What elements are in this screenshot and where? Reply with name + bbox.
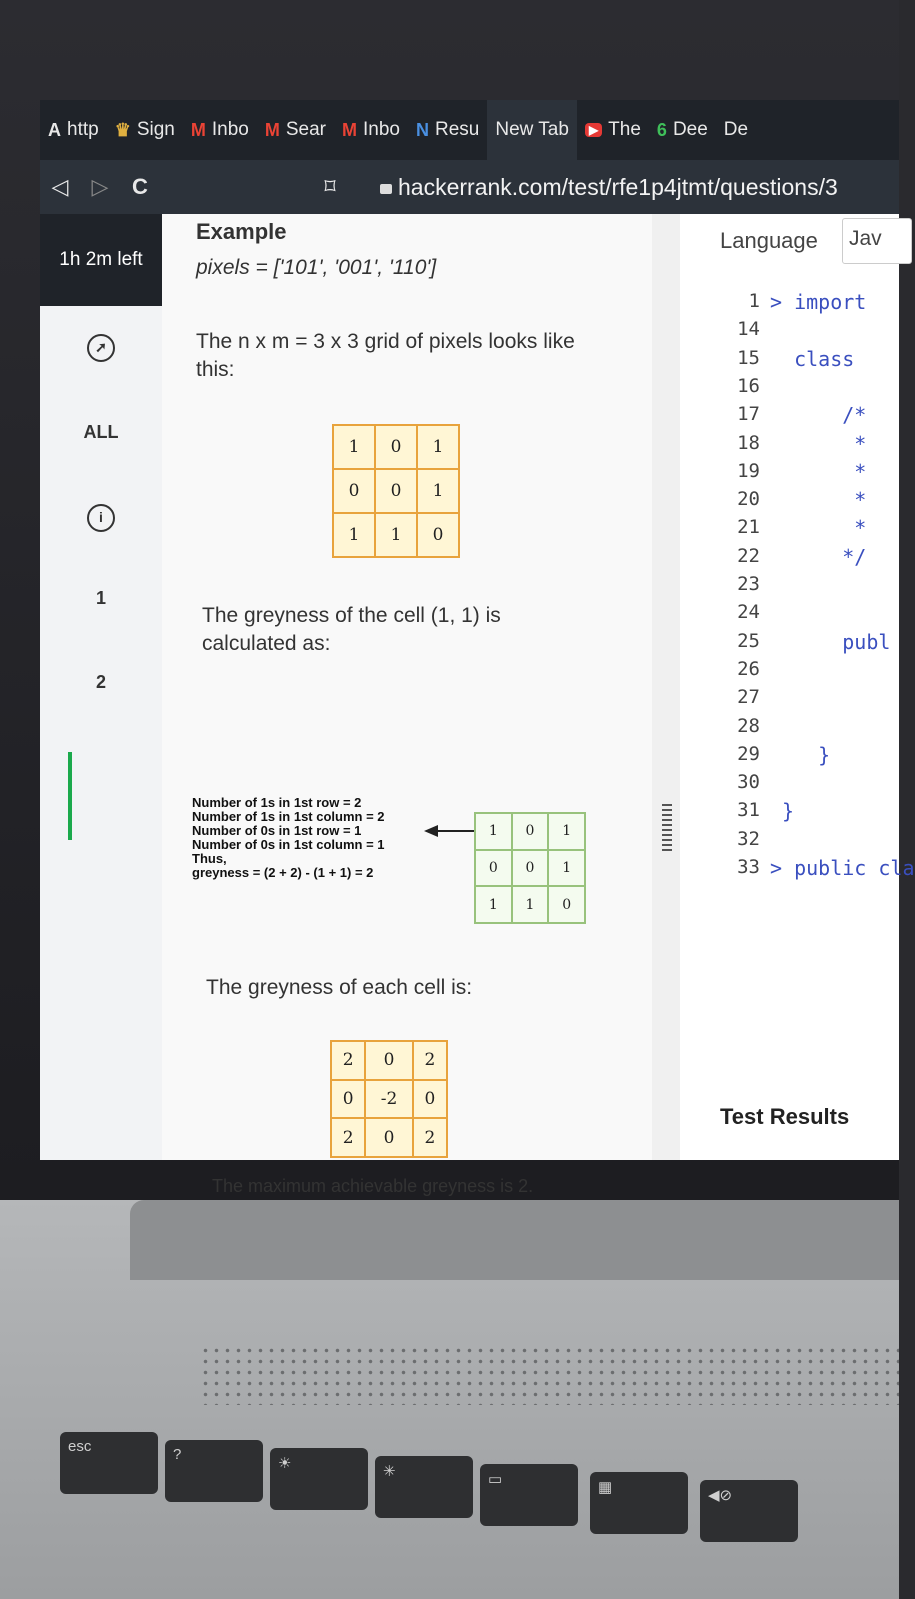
forward-icon[interactable]: ▷	[91, 174, 109, 199]
gmail-icon: M	[190, 119, 206, 140]
each-cell-text: The greyness of each cell is:	[206, 976, 473, 999]
line-number: 25	[737, 629, 760, 652]
line-number: 29	[737, 742, 760, 765]
grid-intro-line-2: this:	[196, 358, 235, 381]
grid-cell: 0	[512, 813, 549, 850]
grid-cell: 0	[375, 425, 417, 469]
calculation-line: Number of 1s in 1st row = 2	[192, 795, 362, 810]
question-sidebar	[40, 214, 162, 1160]
line-number: 1	[748, 290, 760, 312]
grid-cell: 0	[375, 469, 417, 513]
calculation-line: greyness = (2 + 2) - (1 + 1) = 2	[192, 865, 374, 880]
grid-cell: 0	[512, 850, 549, 887]
f2-key: ☀	[270, 1448, 368, 1510]
grid-cell: 0	[548, 886, 585, 923]
active-question-marker	[68, 752, 72, 840]
gmail-icon: M	[264, 119, 280, 140]
grid-cell: 0	[413, 1080, 447, 1119]
flag-icon[interactable]: ➚	[40, 334, 162, 362]
browser-tab[interactable]	[107, 100, 183, 160]
greyness-intro-line-1: The greyness of the cell (1, 1) is	[202, 604, 501, 627]
f4-key: ▭	[480, 1464, 578, 1526]
gmail-icon: M	[342, 119, 357, 140]
laptop-hinge	[130, 1200, 899, 1280]
browser-tab[interactable]	[408, 100, 487, 160]
grid-cell: 1	[475, 886, 512, 923]
browser-tab-active[interactable]	[487, 100, 577, 160]
grid-row	[331, 1080, 447, 1119]
code-editor[interactable]	[680, 214, 915, 1160]
screen	[40, 100, 915, 1196]
tab-label: Dee	[672, 119, 708, 140]
tab-label: Sign	[136, 119, 175, 140]
code-line[interactable]: > import	[770, 290, 867, 314]
grid-row	[475, 850, 585, 887]
greyness-intro-line-2: calculated as:	[202, 632, 331, 655]
grid-row	[333, 425, 459, 469]
drag-handle-icon[interactable]	[662, 804, 672, 852]
line-number: 33	[737, 856, 760, 878]
line-number: 32	[737, 827, 760, 850]
grid-cell: 1	[548, 813, 585, 850]
grid-cell: 2	[331, 1041, 365, 1080]
language-label: Language	[720, 228, 818, 253]
line-number: 28	[737, 714, 760, 737]
sidebar-item-question-2[interactable]: 2	[95, 672, 106, 692]
calculation-line: Number of 0s in 1st column = 1	[192, 837, 385, 852]
grid-cell: 1	[417, 425, 459, 469]
line-number: 20	[737, 488, 760, 511]
grid-cell: 1	[548, 850, 585, 887]
info-icon[interactable]: i	[40, 504, 162, 532]
code-line[interactable]: }	[770, 742, 831, 767]
browser-tab[interactable]	[577, 100, 649, 160]
line-number: 17	[737, 403, 760, 426]
code-line[interactable]: }	[770, 799, 795, 824]
grid-intro-line-1: The n x m = 3 x 3 grid of pixels looks like	[196, 330, 575, 353]
browser-tab[interactable]	[183, 100, 257, 160]
line-number: 14	[737, 318, 760, 341]
speaker-grille	[200, 1345, 899, 1405]
sidebar-item-question-1[interactable]: 1	[95, 588, 106, 608]
tab-label: The	[608, 119, 641, 140]
tab-label: http	[67, 119, 99, 140]
code-line[interactable]: /*	[770, 403, 867, 428]
grid-row	[475, 886, 585, 923]
line-number: 16	[737, 374, 760, 397]
grid-cell: 0	[365, 1118, 412, 1157]
line-number: 19	[737, 459, 760, 482]
calculation-line: Thus,	[192, 851, 227, 866]
pixels-line: pixels = ['101', '001', '110']	[196, 256, 437, 279]
f6-key: ◀⊘	[700, 1480, 798, 1542]
grid-cell: 1	[333, 513, 375, 557]
grid-cell: 1	[475, 813, 512, 850]
grid-cell: 0	[333, 469, 375, 513]
tab-label: Sear	[285, 119, 326, 140]
problem-description	[162, 214, 652, 1196]
code-line[interactable]: */	[770, 544, 867, 569]
tab-label: De	[723, 119, 749, 140]
pane-divider[interactable]	[652, 214, 680, 1160]
grid-cell: 2	[413, 1118, 447, 1157]
grid-cell: 0	[475, 850, 512, 887]
tab-label: Resu	[434, 119, 480, 140]
line-number: 15	[737, 346, 760, 369]
f3-key: ✳	[375, 1456, 473, 1518]
youtube-icon: ▶	[585, 123, 602, 137]
calculation-line: Number of 1s in 1st column = 2	[192, 809, 385, 824]
grid-cell: 1	[512, 886, 549, 923]
code-line[interactable]: *	[770, 459, 867, 484]
grid-cell: 0	[365, 1041, 412, 1080]
browser-tab[interactable]	[257, 100, 334, 160]
max-greyness-text: The maximum achievable greyness is 2.	[212, 1176, 534, 1196]
calculation-grid	[474, 812, 586, 924]
esc-key: esc	[60, 1432, 158, 1494]
grid-cell: -2	[365, 1080, 412, 1119]
line-number: 24	[737, 601, 760, 624]
tab-favicon-icon: ♛	[114, 119, 131, 140]
browser-nav-bar	[40, 160, 899, 214]
address-bar-url[interactable]: hackerrank.com/test/rfe1p4jtmt/questions/3	[398, 173, 838, 200]
grid-cell: 1	[333, 425, 375, 469]
code-line[interactable]: class	[770, 346, 855, 371]
browser-tab[interactable]	[334, 100, 408, 160]
code-line[interactable]: publ	[770, 629, 891, 654]
notion-icon: N	[415, 119, 429, 140]
line-number: 27	[737, 686, 760, 709]
grid-cell: 0	[417, 513, 459, 557]
browser-tab[interactable]	[649, 100, 716, 160]
bookmark-icon[interactable]: ⌑	[324, 174, 336, 199]
tab-favicon-icon: A	[48, 119, 61, 140]
code-line[interactable]: *	[770, 431, 867, 456]
grid-row	[475, 813, 585, 850]
grid-cell: 1	[417, 469, 459, 513]
tab-label: Inbo	[363, 119, 400, 140]
grid-cell: 2	[331, 1118, 365, 1157]
grid-row	[333, 513, 459, 557]
line-number: 26	[737, 657, 760, 680]
line-number: 21	[737, 516, 760, 539]
grid-cell: 1	[375, 513, 417, 557]
code-line[interactable]: *	[770, 488, 867, 513]
tab-label: Inbo	[211, 119, 249, 140]
lock-icon	[380, 184, 392, 194]
browser-tab[interactable]	[716, 100, 756, 160]
grid-row	[333, 469, 459, 513]
line-number: 30	[737, 771, 760, 794]
browser-tab[interactable]	[40, 100, 107, 160]
tab-favicon-icon: 6	[656, 119, 667, 140]
grid-cell: 0	[331, 1080, 365, 1119]
line-number: 31	[737, 799, 760, 822]
sidebar-item-all[interactable]: ALL	[83, 422, 119, 442]
test-results-tab[interactable]: Test Results	[720, 1104, 850, 1129]
browser-tab-strip	[40, 100, 899, 160]
code-line[interactable]: *	[770, 516, 867, 541]
grid-cell: 2	[413, 1041, 447, 1080]
line-number: 22	[737, 544, 760, 567]
language-select[interactable]: Jav	[842, 218, 912, 264]
line-number: 18	[737, 431, 760, 454]
tab-label: New Tab	[495, 119, 569, 140]
f5-key: ▦	[590, 1472, 688, 1534]
time-left: 1h 2m left	[40, 214, 162, 306]
f1-key: ?	[165, 1440, 263, 1502]
code-line[interactable]: > public cla	[770, 856, 915, 880]
pixel-grid	[332, 424, 460, 558]
calculation-line: Number of 0s in 1st row = 1	[192, 823, 362, 838]
reload-icon[interactable]: C	[132, 174, 148, 199]
grid-row	[331, 1118, 447, 1157]
example-heading: Example	[196, 219, 287, 244]
back-icon[interactable]: ◁	[51, 174, 69, 199]
laptop-keyboard	[0, 1200, 899, 1599]
grid-row	[331, 1041, 447, 1080]
greyness-grid	[330, 1040, 448, 1158]
line-number: 23	[737, 573, 760, 595]
